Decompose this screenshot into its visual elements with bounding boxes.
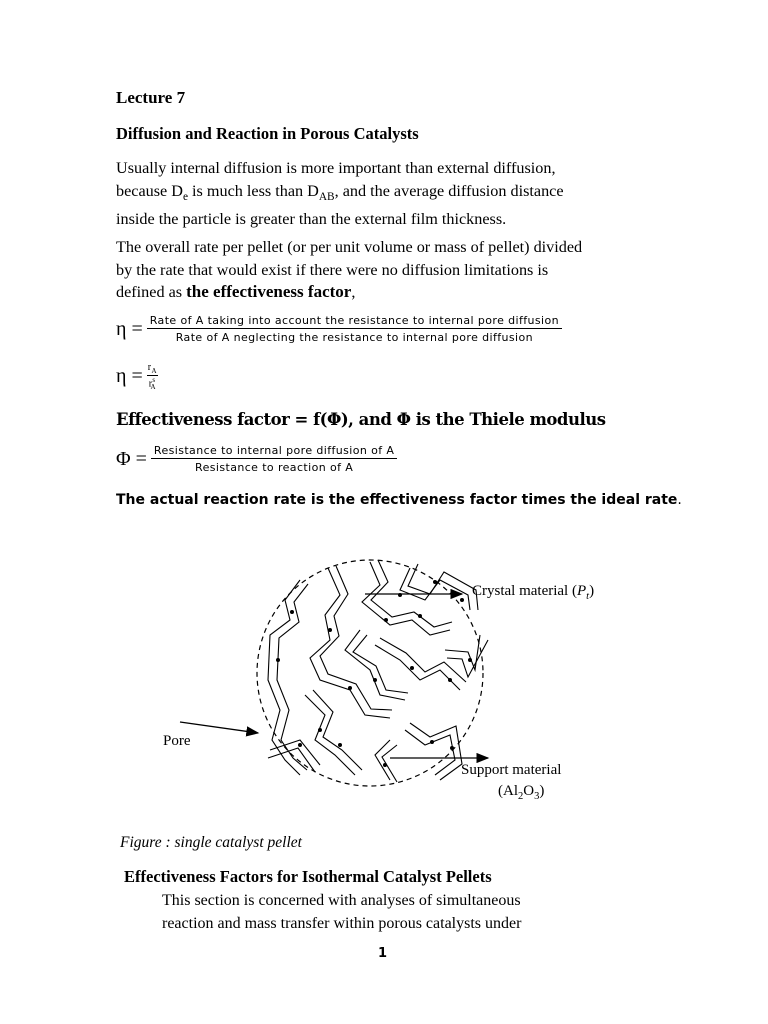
actual-rate-text: The actual reaction rate is the effectiveness factor times the ideal rate — [116, 492, 678, 508]
para2-text-a: defined as — [116, 283, 187, 301]
phi-fraction — [151, 444, 397, 474]
crystal-label-end: ) — [589, 583, 595, 599]
pore-network — [268, 560, 488, 782]
label-support-material: Support material — [461, 762, 562, 778]
al-sub2: 3 — [534, 791, 540, 802]
ra-r: r — [147, 362, 152, 373]
para1-sub-e: e — [182, 190, 188, 203]
eta-symbol-2: η = — [116, 365, 143, 388]
al-end: ) — [539, 783, 545, 799]
lecture-title: Lecture 7 — [116, 88, 186, 107]
section-line2: reaction and mass transfer within porous catalysts under — [162, 915, 522, 932]
crystal-label-var: P — [576, 583, 587, 599]
eta-numerator: Rate of A taking into account the resistance to internal pore diffusion — [147, 314, 562, 329]
effectiveness-factor-term: the effectiveness factor — [186, 282, 352, 301]
para2-comma: , — [351, 283, 356, 301]
ras-r: r — [148, 378, 153, 390]
crystal-label-sub: t — [586, 591, 590, 602]
crystal-dots — [276, 580, 472, 767]
paragraph-diffusion — [116, 157, 651, 231]
actual-rate-period: . — [677, 492, 682, 508]
para1-text-c: , and the average diffusion distance — [334, 181, 564, 200]
para1-text-a: because D — [116, 181, 183, 200]
section-paragraph — [162, 889, 521, 935]
equation-eta-definition — [116, 314, 562, 344]
para1-line1: Usually internal diffusion is more important than external diffusion, — [116, 159, 556, 177]
effectiveness-section-heading: Effectiveness Factors for Isothermal Catalyst Pellets — [124, 867, 492, 886]
phi-denominator: Resistance to reaction of A — [195, 461, 354, 474]
phi-numerator: Resistance to internal pore diffusion of A — [151, 444, 397, 459]
para1-line2 — [116, 180, 651, 209]
para2-line1: The overall rate per pellet (or per unit volume or mass of pellet) divided — [116, 238, 583, 256]
paragraph-effectiveness — [116, 236, 651, 304]
al-sub1: 2 — [518, 791, 524, 802]
al-text: (Al — [498, 783, 518, 799]
phi-symbol: Φ = — [116, 447, 147, 470]
para1-line3: inside the particle is greater than the external film thickness. — [116, 210, 507, 229]
actual-rate-statement — [116, 492, 682, 508]
label-crystal-material — [472, 583, 594, 602]
ras-sup: s — [152, 376, 156, 384]
ras-sub: A — [150, 383, 157, 392]
label-alumina — [498, 783, 544, 802]
pore-arrow — [180, 722, 258, 733]
section-title: Diffusion and Reaction in Porous Catalysts — [116, 124, 419, 143]
figure-caption: Figure : single catalyst pellet — [120, 834, 302, 851]
rate-ratio-denominator — [148, 376, 157, 391]
eta-fraction — [147, 314, 562, 344]
thiele-modulus-statement: Effectiveness factor = f(Φ), and Φ is the Thiele modulus — [116, 410, 606, 429]
para2-line2: by the rate that would exist if there were no diffusion limitations is — [116, 260, 549, 279]
ra-sub: A — [151, 367, 157, 375]
crystal-label-text: Crystal material ( — [472, 583, 577, 599]
para2-line3 — [116, 281, 651, 304]
eta-denominator: Rate of A neglecting the resistance to internal pore diffusion — [175, 331, 533, 344]
para1-text-b: is much less than D — [188, 181, 319, 200]
eta-symbol: η = — [116, 317, 143, 340]
rate-ratio-fraction — [147, 362, 158, 391]
page-number: 1 — [378, 946, 388, 961]
para1-sub-ab: AB — [318, 190, 335, 203]
label-pore: Pore — [163, 733, 191, 749]
equation-eta-ratio — [116, 362, 158, 391]
section-line1: This section is concerned with analyses of simultaneous — [162, 892, 521, 909]
al-o: O — [523, 783, 535, 799]
rate-ratio-numerator — [147, 362, 158, 376]
equation-thiele-definition — [116, 444, 397, 474]
